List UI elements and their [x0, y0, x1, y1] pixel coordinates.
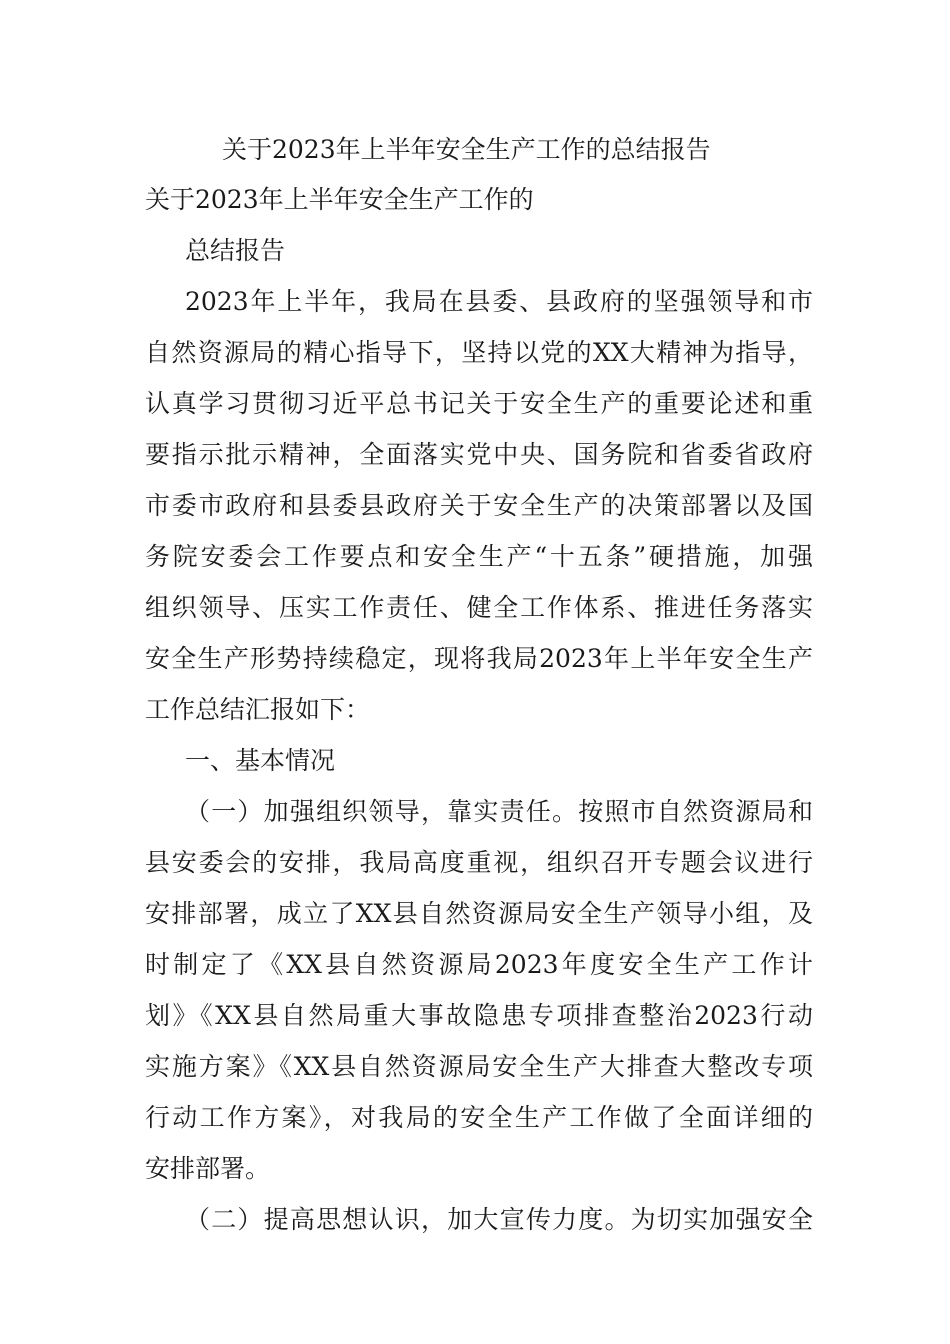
section-heading: 一、基本情况 [185, 746, 336, 775]
body-line: 划》《XX县自然局重大事故隐患专项排查整治2023行动 [145, 1001, 813, 1030]
body-line: 务院安委会工作要点和安全生产“十五条”硬措施，加强 [145, 542, 813, 571]
body-line: 安排部署。 [145, 1154, 271, 1183]
body-line: 实施方案》《XX县自然资源局安全生产大排查大整改专项 [145, 1052, 813, 1081]
body-line: 安全生产形势持续稳定，现将我局2023年上半年安全生产 [145, 644, 813, 673]
body-line: 市委市政府和县委县政府关于安全生产的决策部署以及国 [145, 491, 813, 520]
body-line: 认真学习贯彻习近平总书记关于安全生产的重要论述和重 [145, 389, 813, 418]
body-line: 要指示批示精神，全面落实党中央、国务院和省委省政府 [145, 440, 813, 469]
body-line: （二）提高思想认识，加大宣传力度。为切实加强安全 [185, 1205, 813, 1234]
document-body [145, 180, 813, 1251]
body-line: 关于2023年上半年安全生产工作的 [145, 185, 534, 214]
body-line: 行动工作方案》，对我局的安全生产工作做了全面详细的 [145, 1103, 813, 1132]
body-line: 安排部署，成立了XX县自然资源局安全生产领导小组，及 [145, 899, 813, 928]
body-line: 总结报告 [185, 236, 286, 265]
body-line: 自然资源局的精心指导下，坚持以党的XX大精神为指导， [145, 338, 813, 367]
body-line: 县安委会的安排，我局高度重视，组织召开专题会议进行 [145, 848, 813, 877]
body-line: 工作总结汇报如下： [145, 695, 371, 724]
body-line: 时制定了《XX县自然资源局2023年度安全生产工作计 [145, 950, 813, 979]
body-line: 组织领导、压实工作责任、健全工作体系、推进任务落实 [145, 593, 813, 622]
document-title: 关于2023年上半年安全生产工作的总结报告 [222, 135, 711, 164]
body-line: （一）加强组织领导，靠实责任。按照市自然资源局和 [185, 797, 813, 826]
body-line: 2023年上半年，我局在县委、县政府的坚强领导和市 [185, 287, 813, 316]
